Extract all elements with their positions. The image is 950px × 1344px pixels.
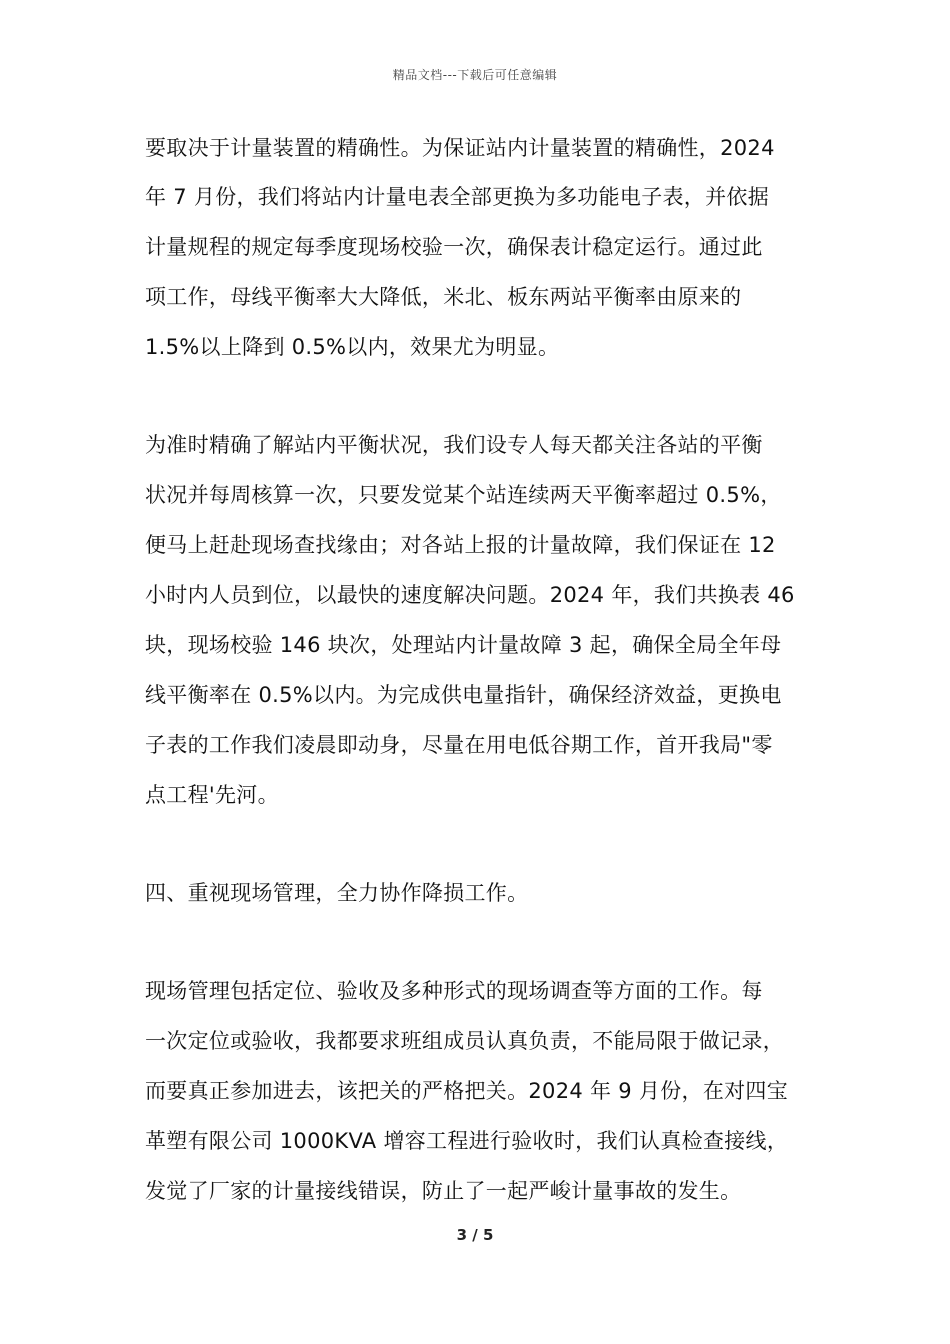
text-line: 点工程'先河。 xyxy=(145,783,279,807)
section-heading: 四、重视现场管理，全力协作降损工作。 xyxy=(145,881,529,905)
text-line: 项工作，母线平衡率大大降低，米北、板东两站平衡率由原来的 xyxy=(145,285,742,309)
text-line: 计量规程的规定每季度现场校验一次，确保表计稳定运行。通过此 xyxy=(145,235,763,259)
text-line: 革塑有限公司 1000KVA 增容工程进行验收时，我们认真检查接线， xyxy=(145,1129,789,1153)
text-line: 1.5%以上降到 0.5%以内，效果尤为明显。 xyxy=(145,335,560,359)
text-line: 一次定位或验收，我都要求班组成员认真负责，不能局限于做记录， xyxy=(145,1029,784,1053)
text-line: 发觉了厂家的计量接线错误，防止了一起严峻计量事故的发生。 xyxy=(145,1179,742,1203)
text-line: 子表的工作我们凌晨即动身，尽量在用电低谷期工作，首开我局"零 xyxy=(145,733,773,757)
text-line: 为准时精确了解站内平衡状况，我们设专人每天都关注各站的平衡 xyxy=(145,433,763,457)
page-number: 3 / 5 xyxy=(456,1226,494,1244)
text-line: 便马上赶赴现场查找缘由；对各站上报的计量故障，我们保证在 12 xyxy=(145,533,776,557)
text-line: 块，现场校验 146 块次，处理站内计量故障 3 起，确保全局全年母 xyxy=(145,633,782,657)
text-line: 年 7 月份，我们将站内计量电表全部更换为多功能电子表，并依据 xyxy=(145,185,770,209)
text-line: 状况并每周核算一次，只要发觉某个站连续两天平衡率超过 0.5%， xyxy=(145,483,782,507)
text-line: 而要真正参加进去，该把关的严格把关。2024 年 9 月份，在对四宝 xyxy=(145,1079,789,1103)
page-header: 精品文档---下载后可任意编辑 xyxy=(392,68,558,82)
text-line: 线平衡率在 0.5%以内。为完成供电量指针，确保经济效益，更换电 xyxy=(145,683,782,707)
text-line: 要取决于计量装置的精确性。为保证站内计量装置的精确性，2024 xyxy=(145,136,775,160)
text-line: 现场管理包括定位、验收及多种形式的现场调查等方面的工作。每 xyxy=(145,979,763,1003)
text-line: 小时内人员到位，以最快的速度解决问题。2024 年，我们共换表 46 xyxy=(145,583,795,607)
